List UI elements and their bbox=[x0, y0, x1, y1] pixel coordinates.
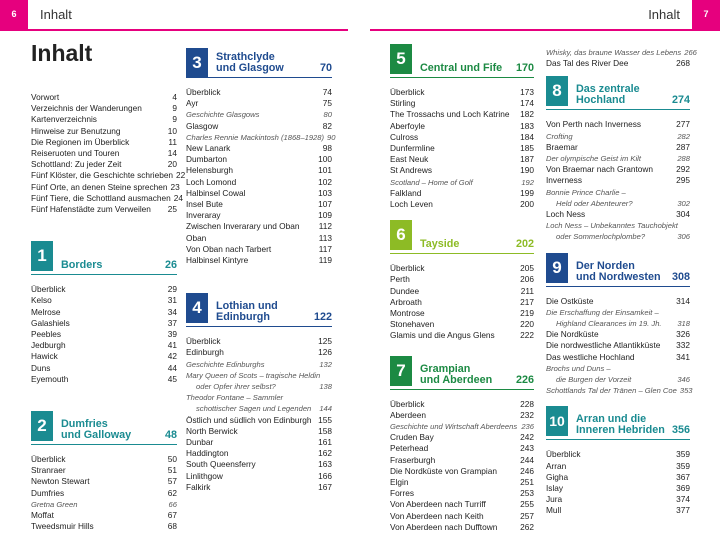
toc-entry[interactable]: Halbinsel Kintyre 119 bbox=[186, 255, 332, 266]
toc-entry[interactable]: Glasgow 82 bbox=[186, 120, 332, 131]
section-entries-borders bbox=[31, 284, 177, 385]
toc-entry[interactable]: Jedburgh 41 bbox=[31, 340, 177, 351]
toc-entry-feature[interactable]: Der olympische Geist im Kilt 288 bbox=[546, 154, 690, 164]
toc-entry[interactable]: Loch Ness 304 bbox=[546, 209, 690, 220]
toc-entry[interactable]: Falkland 199 bbox=[390, 187, 534, 198]
toc-entry[interactable]: Eyemouth 45 bbox=[31, 373, 177, 384]
toc-entry[interactable]: The Trossachs und Loch Katrine 182 bbox=[390, 109, 534, 120]
toc-entry[interactable]: Von Braemar nach Grantown 292 bbox=[546, 164, 690, 175]
toc-entry[interactable]: Reiseruoten und Touren 14 bbox=[31, 148, 177, 159]
toc-entry[interactable]: Gigha 367 bbox=[546, 471, 690, 482]
toc-entry[interactable]: Duns 44 bbox=[31, 362, 177, 373]
section-number-badge: 4 bbox=[186, 293, 208, 323]
toc-entry[interactable]: Kelso 31 bbox=[31, 295, 177, 306]
section-number-badge: 6 bbox=[390, 220, 412, 250]
section-entries-grampian-cont bbox=[546, 47, 697, 69]
section-title: Der Norden und Nordwesten bbox=[576, 259, 661, 283]
toc-entry[interactable]: Von Aberdeen nach Keith 257 bbox=[390, 510, 534, 521]
toc-entry[interactable]: Moffat 67 bbox=[31, 510, 177, 521]
section-title: Central und Fife bbox=[420, 62, 503, 74]
toc-entry[interactable]: Aberdeen 232 bbox=[390, 409, 534, 420]
toc-entry[interactable]: Insel Bute 107 bbox=[186, 199, 332, 210]
section-page: 202 bbox=[515, 238, 534, 251]
section-number-badge: 1 bbox=[31, 241, 53, 271]
section-page: 274 bbox=[671, 94, 690, 107]
header-rule-right bbox=[370, 29, 720, 31]
section-number-badge: 9 bbox=[546, 253, 568, 283]
toc-entry[interactable]: Arbroath 217 bbox=[390, 296, 534, 307]
toc-entry[interactable]: Überblick 173 bbox=[390, 87, 534, 97]
section-entries-norden bbox=[546, 295, 693, 397]
toc-entry[interactable]: Islay 369 bbox=[546, 483, 690, 494]
toc-entry-feature[interactable]: Geschichte Glasgows 80 bbox=[186, 110, 332, 120]
section-title: Tayside bbox=[420, 238, 460, 251]
toc-entry[interactable]: Elgin 251 bbox=[390, 477, 534, 488]
section-header-central-fife[interactable] bbox=[390, 44, 534, 78]
toc-entry[interactable]: Fünf Tiere, die Schottland ausmachen 24 bbox=[31, 192, 183, 203]
toc-entry[interactable]: Loch Leven 200 bbox=[390, 199, 534, 210]
toc-entry[interactable]: Östlich und südlich von Edinburgh 155 bbox=[186, 414, 332, 425]
toc-entry[interactable]: Überblick 74 bbox=[186, 87, 332, 97]
toc-entry[interactable]: Peebles 39 bbox=[31, 329, 177, 340]
toc-entry[interactable]: Verzeichnis der Wanderungen 9 bbox=[31, 103, 177, 114]
toc-entry-feature[interactable]: Crofting 282 bbox=[546, 131, 690, 141]
toc-entry[interactable]: Falkirk 167 bbox=[186, 481, 332, 492]
toc-entry[interactable]: Fünf Orte, an denen Steine sprechen 23 bbox=[31, 181, 180, 192]
toc-entry[interactable]: Die Ostküste 314 bbox=[546, 295, 690, 306]
toc-entry-feature-multiline[interactable]: Die Erschaffung der Einsamkeit – Highland Clearances im 19. Jh. 318 bbox=[546, 307, 690, 329]
section-header-zentrale-hochland[interactable] bbox=[546, 76, 690, 110]
toc-entry[interactable]: Linlithgow 166 bbox=[186, 470, 332, 481]
section-page: 48 bbox=[164, 429, 177, 442]
toc-entry[interactable]: Dumfries 62 bbox=[31, 487, 177, 498]
section-header-borders[interactable] bbox=[31, 241, 177, 275]
toc-entry[interactable]: North Berwick 158 bbox=[186, 425, 332, 436]
intro-list bbox=[31, 92, 186, 215]
section-title: Strathclyde und Glasgow bbox=[216, 51, 284, 74]
toc-entry-feature[interactable]: Scotland – Home of Golf 192 bbox=[390, 177, 534, 187]
toc-entry[interactable]: Peterhead 243 bbox=[390, 443, 534, 454]
section-number-badge: 2 bbox=[31, 411, 53, 441]
toc-entry[interactable]: Vorwort 4 bbox=[31, 92, 177, 102]
toc-entry[interactable]: Forres 253 bbox=[390, 488, 534, 499]
right-page bbox=[360, 0, 720, 532]
section-header-lothian-edinburgh[interactable] bbox=[186, 293, 332, 327]
section-page: 356 bbox=[671, 424, 690, 437]
toc-entry[interactable]: Mull 377 bbox=[546, 505, 690, 516]
section-page: 70 bbox=[319, 62, 332, 74]
toc-entry-feature[interactable]: Charles Rennie Mackintosh (1868–1928) 90 bbox=[186, 132, 336, 142]
toc-entry[interactable]: Hinweise zur Benutzung 10 bbox=[31, 125, 177, 136]
toc-entry[interactable]: Aberfoyle 183 bbox=[390, 120, 534, 131]
toc-entry[interactable]: Braemar 287 bbox=[546, 141, 690, 152]
section-header-dumfries-galloway[interactable] bbox=[31, 411, 177, 445]
section-number-badge: 5 bbox=[390, 44, 412, 74]
toc-column-4 bbox=[546, 47, 697, 517]
toc-entry[interactable]: Helensburgh 101 bbox=[186, 165, 332, 176]
section-page: 170 bbox=[515, 62, 534, 74]
section-entries-grampian bbox=[390, 399, 534, 533]
page-number-left: 6 bbox=[0, 0, 28, 29]
page-number-right: 7 bbox=[692, 0, 720, 29]
toc-entry[interactable]: Das westliche Hochland 341 bbox=[546, 351, 690, 362]
toc-entry[interactable]: Jura 374 bbox=[546, 494, 690, 505]
toc-entry-feature[interactable]: Gretna Green 66 bbox=[31, 499, 177, 509]
toc-entry[interactable]: Überblick 205 bbox=[390, 263, 534, 274]
section-page: 308 bbox=[671, 270, 690, 283]
toc-entry[interactable]: Stranraer 51 bbox=[31, 465, 177, 476]
section-title: Grampian und Aberdeen bbox=[420, 362, 493, 386]
toc-entry[interactable]: Überblick 359 bbox=[546, 449, 690, 460]
toc-entry[interactable]: Culross 184 bbox=[390, 131, 534, 142]
section-number-badge: 8 bbox=[546, 76, 568, 106]
toc-entry[interactable]: Die Regionen im Überblick 11 bbox=[31, 136, 177, 147]
toc-entry-feature-multiline[interactable]: Brochs und Duns – die Burgen der Vorzeit 346 bbox=[546, 363, 690, 385]
toc-column-1 bbox=[31, 92, 186, 532]
running-header-left: Inhalt bbox=[40, 7, 72, 22]
section-entries-lothian bbox=[186, 336, 332, 493]
toc-entry[interactable]: Dundee 211 bbox=[390, 285, 534, 296]
toc-entry[interactable]: South Queensferry 163 bbox=[186, 459, 332, 470]
toc-entry[interactable]: Fünf Hafenstädte zum Verweilen 25 bbox=[31, 204, 177, 215]
toc-entry[interactable]: St Andrews 190 bbox=[390, 165, 534, 176]
toc-entry[interactable]: Schottland: Zu jeder Zeit 20 bbox=[31, 159, 177, 170]
toc-entry[interactable]: Tweedsmuir Hills 68 bbox=[31, 521, 177, 532]
section-page: 122 bbox=[313, 311, 332, 324]
toc-entry-feature-multiline[interactable]: Theodor Fontane – Sammler schottischer Sagen und Legenden 144 bbox=[186, 393, 332, 414]
section-page: 226 bbox=[515, 373, 534, 386]
section-entries-tayside bbox=[390, 263, 534, 341]
page-title: Inhalt bbox=[31, 40, 93, 66]
toc-entry-feature[interactable]: Whisky, das braune Wasser des Lebens 266 bbox=[546, 48, 697, 57]
toc-entry[interactable]: Von Perth nach Inverness 277 bbox=[546, 119, 690, 130]
toc-entry-feature-multiline[interactable]: Loch Ness – Unbekanntes Tauchobjekt oder Sommerlochplombe? 306 bbox=[546, 221, 690, 242]
section-header-strathclyde-glasgow[interactable] bbox=[186, 44, 332, 78]
section-entries-strathclyde bbox=[186, 87, 336, 266]
toc-entry-feature-multiline[interactable]: Bonnie Prince Charlie – Held oder Abenteurer? 302 bbox=[546, 187, 690, 208]
toc-entry[interactable]: Die Nordküste 326 bbox=[546, 329, 690, 340]
toc-entry[interactable]: Dumbarton 100 bbox=[186, 154, 332, 165]
toc-entry[interactable]: Kartenverzeichnis 9 bbox=[31, 114, 177, 125]
toc-entry[interactable]: Edinburgh 126 bbox=[186, 347, 332, 358]
toc-entry[interactable]: Dunfermline 185 bbox=[390, 143, 534, 154]
section-title: Borders bbox=[61, 259, 103, 272]
toc-entry[interactable]: Galashiels 37 bbox=[31, 317, 177, 328]
toc-entry-feature[interactable]: Geschichte Edinburghs 132 bbox=[186, 359, 332, 369]
toc-entry[interactable]: Überblick 228 bbox=[390, 398, 534, 409]
toc-entry[interactable]: Glamis und die Angus Glens 222 bbox=[390, 330, 534, 341]
section-title: Arran und die Inneren Hebriden bbox=[576, 413, 665, 437]
toc-entry-feature[interactable]: Geschichte und Wirtschaft Aberdeens 236 bbox=[390, 422, 534, 432]
toc-entry[interactable]: Oban 113 bbox=[186, 232, 332, 243]
toc-entry[interactable]: Fraserburgh 244 bbox=[390, 454, 534, 465]
toc-entry[interactable]: Dunbar 161 bbox=[186, 437, 332, 448]
toc-entry[interactable]: Perth 206 bbox=[390, 274, 534, 285]
section-header-grampian-aberdeen[interactable] bbox=[390, 356, 534, 390]
toc-entry[interactable]: Von Aberdeen nach Dufftown 262 bbox=[390, 521, 534, 532]
toc-entry[interactable]: Überblick 29 bbox=[31, 284, 177, 295]
toc-entry[interactable]: Zwischen Inverarary und Oban 112 bbox=[186, 221, 332, 232]
toc-entry[interactable]: Inverness 295 bbox=[546, 175, 690, 186]
toc-entry[interactable]: Die nordwestliche Atlantikküste 332 bbox=[546, 340, 690, 351]
section-title: Das zentrale Hochland bbox=[576, 83, 640, 107]
section-title: Dumfries und Galloway bbox=[61, 418, 132, 442]
section-header-arran-hebriden[interactable] bbox=[546, 406, 690, 440]
toc-column-2 bbox=[186, 44, 336, 493]
toc-entry[interactable]: Überblick 125 bbox=[186, 336, 332, 347]
running-header-right: Inhalt bbox=[648, 7, 680, 22]
section-number-badge: 10 bbox=[546, 406, 568, 436]
toc-entry[interactable]: Stirling 174 bbox=[390, 98, 534, 109]
toc-entry[interactable]: Das Tal des River Dee 268 bbox=[546, 58, 690, 69]
section-header-norden-nordwesten[interactable] bbox=[546, 253, 690, 287]
toc-entry-feature-multiline[interactable]: Mary Queen of Scots – tragische Heldin oder Opfer ihrer selbst? 138 bbox=[186, 370, 332, 392]
toc-entry[interactable]: Newton Stewart 57 bbox=[31, 476, 177, 487]
toc-entry[interactable]: Stonehaven 220 bbox=[390, 319, 534, 330]
toc-entry[interactable]: Arran 359 bbox=[546, 460, 690, 471]
toc-entry[interactable]: Hawick 42 bbox=[31, 351, 177, 362]
section-title: Lothian und Edinburgh bbox=[216, 300, 278, 324]
toc-entry[interactable]: Die Nordküste von Grampian 246 bbox=[390, 465, 534, 476]
section-entries-arran bbox=[546, 449, 690, 516]
toc-entry[interactable]: Halbinsel Cowal 103 bbox=[186, 187, 332, 198]
toc-entry[interactable]: Überblick 50 bbox=[31, 454, 177, 465]
section-header-tayside[interactable] bbox=[390, 220, 534, 254]
header-rule-left bbox=[0, 29, 348, 31]
toc-entry[interactable]: Loch Lomond 102 bbox=[186, 176, 332, 187]
toc-entry-feature[interactable]: Schottlands Tal der Tränen – Glen Coe 353 bbox=[546, 386, 693, 396]
toc-entry[interactable]: Haddington 162 bbox=[186, 448, 332, 459]
toc-entry[interactable]: Fünf Klöster, die Geschichte schrieben 22 bbox=[31, 170, 186, 181]
left-page bbox=[0, 0, 360, 532]
toc-entry[interactable]: Inveraray 109 bbox=[186, 210, 332, 221]
toc-entry[interactable]: New Lanark 98 bbox=[186, 143, 332, 154]
toc-entry[interactable]: Von Aberdeen nach Turriff 255 bbox=[390, 499, 534, 510]
toc-column-3 bbox=[390, 44, 534, 533]
toc-entry[interactable]: Von Oban nach Tarbert 117 bbox=[186, 243, 332, 254]
toc-entry[interactable]: Ayr 75 bbox=[186, 98, 332, 109]
section-entries-dumfries bbox=[31, 454, 177, 532]
section-entries-central bbox=[390, 87, 534, 210]
toc-entry[interactable]: East Neuk 187 bbox=[390, 154, 534, 165]
section-number-badge: 3 bbox=[186, 48, 208, 78]
toc-entry[interactable]: Cruden Bay 242 bbox=[390, 432, 534, 443]
section-page: 26 bbox=[164, 259, 177, 272]
toc-entry[interactable]: Montrose 219 bbox=[390, 308, 534, 319]
section-entries-hochland bbox=[546, 119, 690, 242]
toc-entry[interactable]: Melrose 34 bbox=[31, 306, 177, 317]
section-number-badge: 7 bbox=[390, 356, 412, 386]
